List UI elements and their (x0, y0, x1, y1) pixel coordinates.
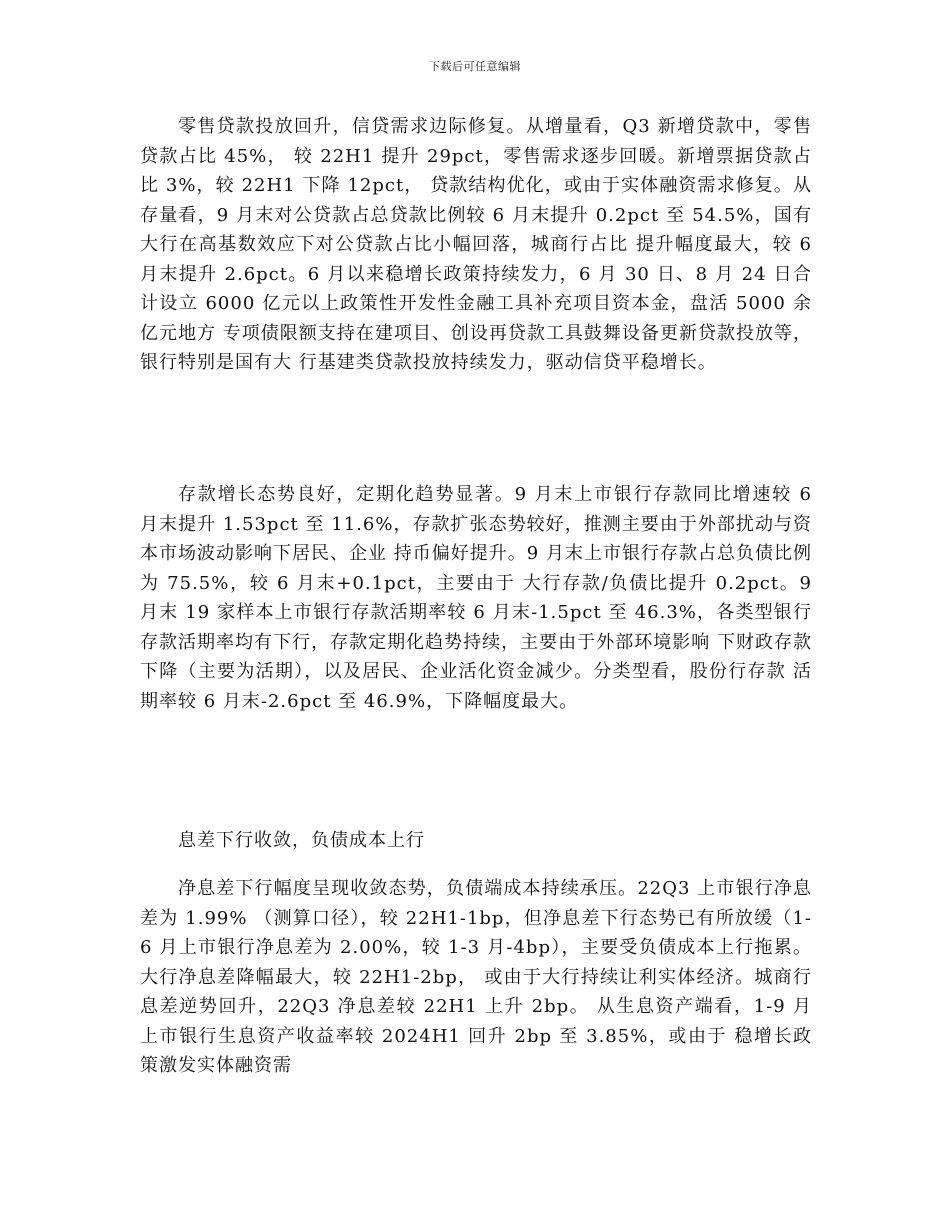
header-note: 下载后可任意编辑 (429, 60, 521, 73)
paragraph-net-interest-margin: 净息差下行幅度呈现收敛态势，负债端成本持续承压。22Q3 上市银行净息差为 1.99% （测算口径），较 22H1-1bp，但净息差下行态势已有所放缓（1-6 月上市银行净息差为 2.00%，较 1-3 月-4bp），主要受负债成本上行拖累。大行净息差降幅最大，较 22H1-2bp， 或由于大行持续让利实体经济。城商行息差逆势回升，22Q3 净息差较 22H1 上升 2bp。 从生息资产端看，1-9 月上市银行生息资产收益率较 2024H1 回升 2bp 至 3.85%，或由于 稳增长政策激发实体融资需 (140, 878, 812, 1076)
paragraph-retail-loans: 零售贷款投放回升，信贷需求边际修复。从增量看，Q3 新增贷款中，零售贷款占比 45%， 较 22H1 提升 29pct，零售需求逐步回暖。新增票据贷款占比 3%，较 22H1 下降 12pct， 贷款结构优化，或由于实体融资需求修复。从存量看，9 月末对公贷款占总贷款比例较 6 月末提升 0.2pct 至 54.5%，国有大行在高基数效应下对公贷款占比小幅回落，城商行占比 提升幅度最大，较 6 月末提升 2.6pct。6 月以来稳增长政策持续发力，6 月 30 日、8 月 24 日合计设立 6000 亿元以上政策性开发性金融工具补充项目资本金，盘活 5000 余亿元地方 专项债限额支持在建项目、创设再贷款工具鼓舞设备更新贷款投放等，银行特别是国有大 行基建类贷款投放持续发力，驱动信贷平稳增长。 (140, 116, 812, 373)
section-heading: 息差下行收敛，负债成本上行 (178, 830, 425, 851)
paragraph-deposits: 存款增长态势良好，定期化趋势显著。9 月末上市银行存款同比增速较 6 月末提升 1.53pct 至 11.6%，存款扩张态势较好，推测主要由于外部扰动与资本市场波动影响下居民、企业 持币偏好提升。9 月末上市银行存款占总负债比例为 75.5%，较 6 月末+0.1pct，主要由于 大行存款/负债比提升 0.2pct。9 月末 19 家样本上市银行存款活期率较 6 月末-1.5pct 至 46.3%，各类型银行存款活期率均有下行，存款定期化趋势持续，主要由于外部环境影响 下财政存款下降（主要为活期），以及居民、企业活化资金减少。分类型看，股份行存款 活期率较 6 月末-2.6pct 至 46.9%，下降幅度最大。 (140, 484, 812, 712)
